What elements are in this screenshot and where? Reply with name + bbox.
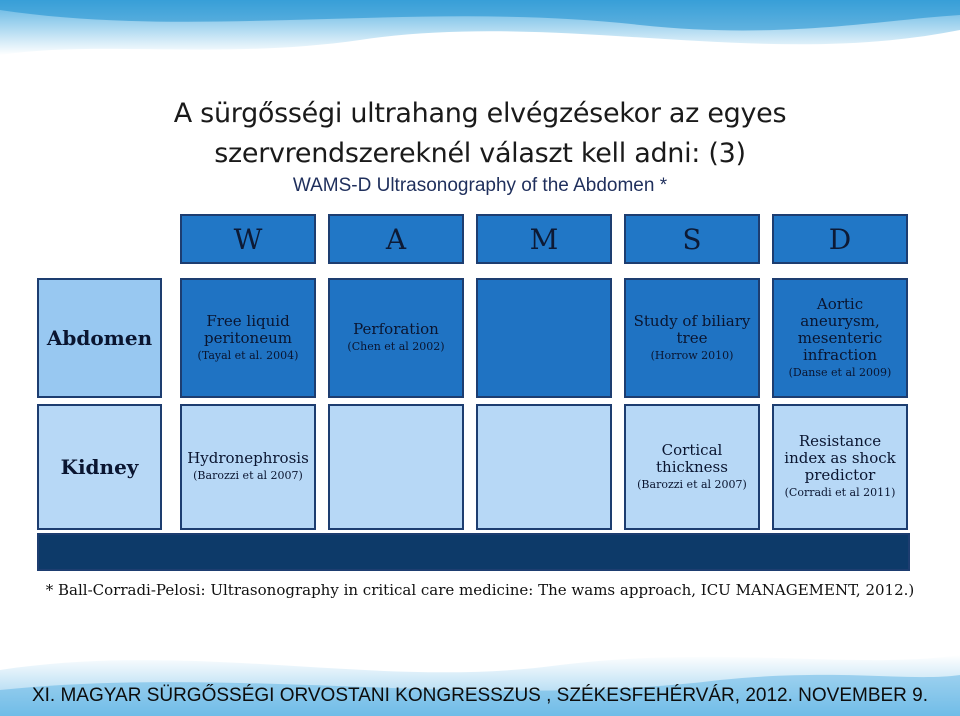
header-w: W	[180, 214, 316, 264]
cell-abdomen-w	[180, 278, 316, 398]
cell-main-text: Hydronephrosis	[187, 449, 309, 467]
cell-content	[181, 450, 315, 484]
cell-reference: (Barozzi et al 2007)	[637, 477, 747, 491]
cell-kidney-d	[772, 404, 908, 530]
cell-reference: (Corradi et al 2011)	[784, 486, 896, 499]
cell-main-text: Perforation	[353, 320, 439, 338]
cell-content	[774, 296, 906, 381]
top-wave-decoration	[0, 0, 960, 80]
cell-content	[626, 442, 758, 493]
cell-kidney-w	[180, 404, 316, 530]
cell-content	[182, 313, 314, 364]
cell-reference: (Danse et al 2009)	[788, 365, 892, 379]
cell-kidney-m	[476, 404, 612, 530]
cell-abdomen-s	[624, 278, 760, 398]
slide-title-line-2: szervrendszereknél választ kell adni: (3)	[214, 138, 746, 169]
header-m: M	[476, 214, 612, 264]
cell-main-text: Resistance index as shock predictor	[784, 432, 896, 484]
row-label-kidney	[37, 404, 162, 530]
header-d: D	[772, 214, 908, 264]
cell-content	[626, 313, 758, 364]
cell-kidney-a	[328, 404, 464, 530]
header-a: A	[328, 214, 464, 264]
slide-title-line-1: A sürgősségi ultrahang elvégzésekor az egyes	[173, 98, 787, 129]
cell-abdomen-a	[328, 278, 464, 398]
cell-content	[341, 321, 450, 355]
cell-kidney-s	[624, 404, 760, 530]
cell-main-text: Aortic aneurysm, mesenteric infraction	[797, 294, 883, 364]
row-label-text: Kidney	[60, 455, 139, 479]
cell-reference: (Chen et al 2002)	[347, 340, 445, 353]
cell-main-text: Free liquid peritoneum	[204, 311, 292, 347]
congress-footer: XI. MAGYAR SÜRGŐSSÉGI ORVOSTANI KONGRESSZUS , SZÉKESFEHÉRVÁR, 2012. NOVEMBER 9.	[31, 685, 929, 706]
cell-content	[774, 433, 906, 501]
row-label-abdomen	[37, 278, 162, 398]
table-bottom-bar	[37, 533, 910, 571]
header-s: S	[624, 214, 760, 264]
cell-reference: (Barozzi et al 2007)	[193, 469, 303, 482]
cell-reference: (Horrow 2010)	[650, 348, 734, 362]
footnote: * Ball-Corradi-Pelosi: Ultrasonography in critical care medicine: The wams approach, ICU MANAGEMENT, 2012.)	[45, 581, 915, 599]
slide-subtitle: WAMS-D Ultrasonography of the Abdomen *	[292, 175, 668, 196]
cell-main-text: Cortical thickness	[656, 440, 728, 476]
cell-main-text: Study of biliary tree	[633, 311, 751, 347]
row-label-text: Abdomen	[46, 326, 153, 350]
cell-abdomen-d	[772, 278, 908, 398]
cell-reference: (Tayal et al. 2004)	[197, 348, 299, 362]
cell-abdomen-m	[476, 278, 612, 398]
